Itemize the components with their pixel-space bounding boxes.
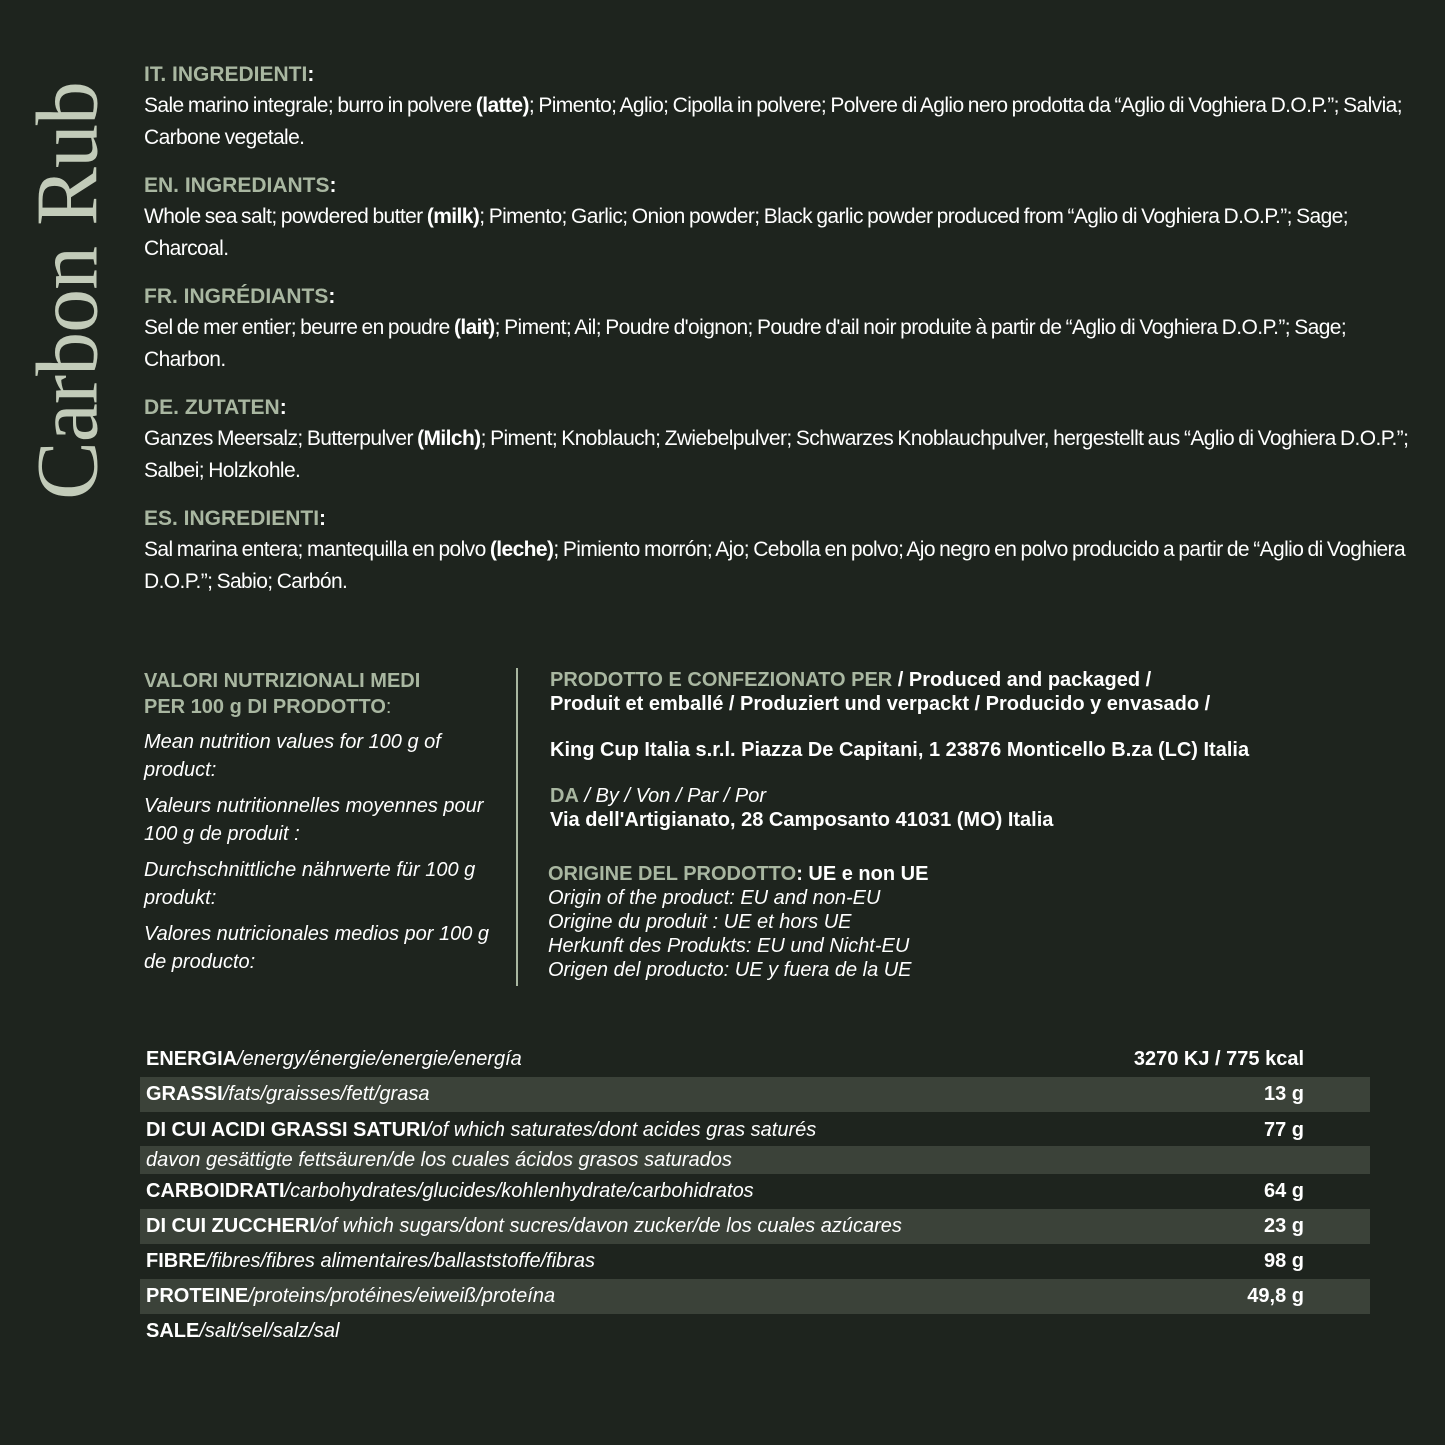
nutrition-value: 23 g	[1263, 1215, 1304, 1237]
table-row-carbohydrates: CARBOIDRATI/carbohydrates/glucides/kohlenhydrate/carbohidratos 64 g	[146, 1180, 1304, 1202]
table-row-energy: ENERGIA/energy/énergie/energie/energía 3270 KJ / 775 kcal	[146, 1048, 1304, 1070]
nutrition-intro-line: Valeurs nutritionnelles moyennes pour 100 g de produit :	[144, 795, 484, 845]
ingredients-text: Ganzes Meersalz; Butterpulver (Milch); Piment; Knoblauch; Zwiebelpulver; Schwarzes Knoblauchpulver, hergestellt aus “Aglio di Voghiera D.O.P.”; Salbei; Holzkohle.	[144, 427, 1409, 482]
origin-line: Herkunft des Produkts: EU und Nicht-EU	[548, 935, 910, 957]
nutrition-table	[140, 1042, 1370, 1349]
ingredients-it	[144, 60, 1419, 154]
nutrition-intro-line: Mean nutrition values for 100 g of product:	[144, 731, 441, 781]
manufacturer-address: DA / By / Von / Par / Por Via dell'Artigianato, 28 Camposanto 41031 (MO) Italia	[550, 785, 1054, 831]
producer-info	[550, 668, 1420, 982]
table-row-protein: PROTEINE/proteins/protéines/eiweiß/proteína 49,8 g	[140, 1279, 1370, 1314]
nutrition-value: 77 g	[1263, 1118, 1304, 1141]
ingredients-en	[144, 171, 1419, 265]
nutrition-value: 49,8 g	[1247, 1285, 1304, 1307]
allergen: (lait)	[453, 316, 495, 339]
nutrition-value: 98 g	[1263, 1250, 1304, 1272]
nutrition-heading: VALORI NUTRIZIONALI MEDI PER 100 g DI PRODOTTO:	[144, 670, 421, 718]
ingredients-text: Sal marina entera; mantequilla en polvo (leche); Pimiento morrón; Ajo; Cebolla en polvo; Ajo negro en polvo producido a partir de “Aglio di Voghiera D.O.P.”; Sabio; Carbón.	[144, 538, 1406, 593]
ingredients-heading: IT. INGREDIENTI:	[144, 63, 315, 86]
nutrition-value: 13 g	[1263, 1083, 1304, 1105]
ingredients-heading: EN. INGREDIANTS:	[144, 174, 337, 197]
ingredients-heading: ES. INGREDIENTI:	[144, 507, 327, 530]
allergen: (milk)	[426, 205, 480, 228]
allergen: (Milch)	[417, 427, 481, 450]
origin-line: Origin of the product: EU and non-EU	[548, 887, 881, 909]
origin-line: Origine du produit : UE et hors UE	[548, 911, 852, 933]
allergen: (latte)	[475, 94, 529, 117]
producer-heading: PRODOTTO E CONFEZIONATO PER / Produced and packaged / Produit et emballé / Produziert und verpackt / Producido y envasado /	[550, 669, 1211, 715]
nutrition-intro	[144, 668, 504, 976]
ingredients-de	[144, 393, 1419, 487]
ingredients-heading: DE. ZUTATEN:	[144, 396, 287, 419]
table-row-fibre: FIBRE/fibres/fibres alimentaires/ballaststoffe/fibras 98 g	[146, 1250, 1304, 1272]
origin-line: Origen del producto: UE y fuera de la UE	[548, 959, 912, 981]
ingredients-heading: FR. INGRÉDIANTS:	[144, 285, 336, 308]
allergen: (leche)	[489, 538, 554, 561]
ingredients-fr	[144, 282, 1419, 376]
producer-company: King Cup Italia s.r.l. Piazza De Capitani, 1 23876 Monticello B.za (LC) Italia	[550, 739, 1250, 761]
ingredients-es	[144, 504, 1419, 598]
ingredients-section	[144, 60, 1419, 615]
product-title-vertical	[18, 60, 118, 522]
ingredients-text: Sel de mer entier; beurre en poudre (lait); Piment; Ail; Poudre d'oignon; Poudre d'ail noir produite à partir de “Aglio di Voghiera D.O.P.”; Sage; Charbon.	[144, 316, 1347, 371]
table-row-salt: SALE/salt/sel/salz/sal	[146, 1320, 340, 1342]
ingredients-text: Sale marino integrale; burro in polvere (latte); Pimento; Aglio; Cipolla in polvere; Polvere di Aglio nero prodotta da “Aglio di Voghiera D.O.P.”; Salvia; Carbone vegetale.	[144, 94, 1402, 149]
ingredients-text: Whole sea salt; powdered butter (milk); Pimento; Garlic; Onion powder; Black garlic powder produced from “Aglio di Voghiera D.O.P.”; Sage; Charcoal.	[144, 205, 1348, 260]
product-title: Carbon Rub	[19, 82, 117, 500]
vertical-divider	[516, 668, 518, 986]
table-row-sugars: DI CUI ZUCCHERI/of which sugars/dont sucres/davon zucker/de los cuales azúcares 23 g	[140, 1209, 1370, 1244]
nutrition-value: 64 g	[1263, 1180, 1304, 1202]
nutrition-intro-line: Durchschnittliche nährwerte für 100 g produkt:	[144, 859, 476, 909]
nutrition-intro-line: Valores nutricionales medios por 100 g de producto:	[144, 923, 490, 973]
table-row-saturates: DI CUI ACIDI GRASSI SATURI/of which saturates/dont acides gras saturés 77 g davon gesättigte fettsäuren/de los cuales ácidos grasos saturados	[140, 1112, 1370, 1174]
product-origin: ORIGINE DEL PRODOTTO: UE e non UE Origin of the product: EU and non-EU Origine du produit : UE et hors UE Herkunft des Produkts: EU und Nicht-EU Origen del producto: UE y fuera de la UE	[548, 862, 1420, 982]
nutrition-value: 3270 KJ / 775 kcal	[1133, 1048, 1304, 1070]
table-row-fats: GRASSI/fats/graisses/fett/grasa 13 g	[140, 1077, 1370, 1112]
